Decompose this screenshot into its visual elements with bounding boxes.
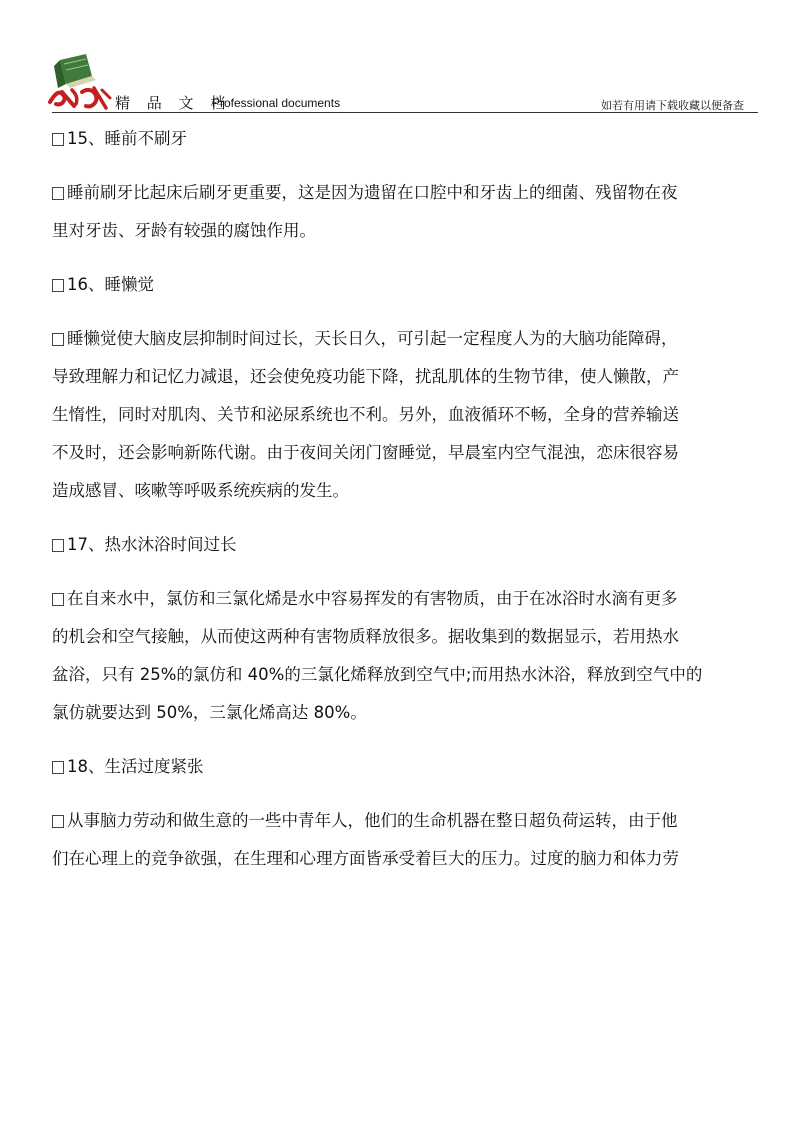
checkbox-glyph-icon [52,761,64,774]
section-heading [52,748,762,786]
paragraph-line [52,174,762,212]
paragraph-line [52,618,762,656]
header-divider [52,112,758,113]
paragraph-line [52,472,762,510]
paragraph-line [52,434,762,472]
header-subtitle: Professional documents [212,96,341,110]
paragraph-text: 造成感冒、咳嗽等呼吸系统疾病的发生。 [52,481,349,500]
paragraph-text: 盆浴，只有 25%的氯仿和 40%的三氯化烯释放到空气中;而用热水沐浴，释放到空气中的 [52,665,703,684]
section-heading [52,120,762,158]
page-header [0,0,794,112]
paragraph-line [52,694,762,732]
section-heading [52,266,762,304]
paragraph-line [52,840,762,878]
checkbox-glyph-icon [52,539,64,552]
paragraph-text: 睡前刷牙比起床后刷牙更重要，这是因为遗留在口腔中和牙齿上的细菌、残留物在夜 [67,183,678,202]
paragraph-line [52,580,762,618]
checkbox-glyph-icon [52,279,64,292]
section-heading [52,526,762,564]
paragraph-line [52,358,762,396]
paragraph-text: 们在心理上的竞争欲强，在生理和心理方面皆承受着巨大的压力。过度的脑力和体力劳 [52,849,679,868]
paragraph-text: 不及时，还会影响新陈代谢。由于夜间关闭门窗睡觉，早晨室内空气混浊，恋床很容易 [52,443,679,462]
heading-text: 16、睡懒觉 [67,275,154,294]
paragraph-text: 从事脑力劳动和做生意的一些中青年人，他们的生命机器在整日超负荷运转，由于他 [67,811,678,830]
paragraph-text: 导致理解力和记忆力减退，还会使免疫功能下降，扰乱肌体的生物节律，使人懒散，产 [52,367,679,386]
paragraph-line [52,212,762,250]
paragraph-line [52,396,762,434]
document-body [52,120,762,878]
paragraph-text: 氯仿就要达到 50%，三氯化烯高达 80%。 [52,703,367,722]
paragraph-text: 睡懒觉使大脑皮层抑制时间过长，天长日久，可引起一定程度人为的大脑功能障碍， [67,329,678,348]
paragraph-line [52,802,762,840]
paragraph-text: 的机会和空气接触，从而使这两种有害物质释放很多。据收集到的数据显示，若用热水 [52,627,679,646]
checkbox-glyph-icon [52,187,64,200]
paragraph-text: 在自来水中，氯仿和三氯化烯是水中容易挥发的有害物质，由于在冰浴时水滴有更多 [67,589,678,608]
checkbox-glyph-icon [52,593,64,606]
heading-text: 18、生活过度紧张 [67,757,204,776]
header-note: 如若有用请下载收藏以便备查 [601,99,744,112]
checkbox-glyph-icon [52,815,64,828]
header-title: 精 品 文 档 [115,94,232,112]
paragraph-line [52,656,762,694]
paragraph-text: 里对牙齿、牙龄有较强的腐蚀作用。 [52,221,316,240]
book-logo-icon [46,52,116,110]
paragraph-text: 生惰性，同时对肌肉、关节和泌尿系统也不利。另外，血液循环不畅，全身的营养输送 [52,405,679,424]
heading-text: 17、热水沐浴时间过长 [67,535,237,554]
checkbox-glyph-icon [52,133,64,146]
heading-text: 15、睡前不刷牙 [67,129,187,148]
checkbox-glyph-icon [52,333,64,346]
paragraph-line [52,320,762,358]
